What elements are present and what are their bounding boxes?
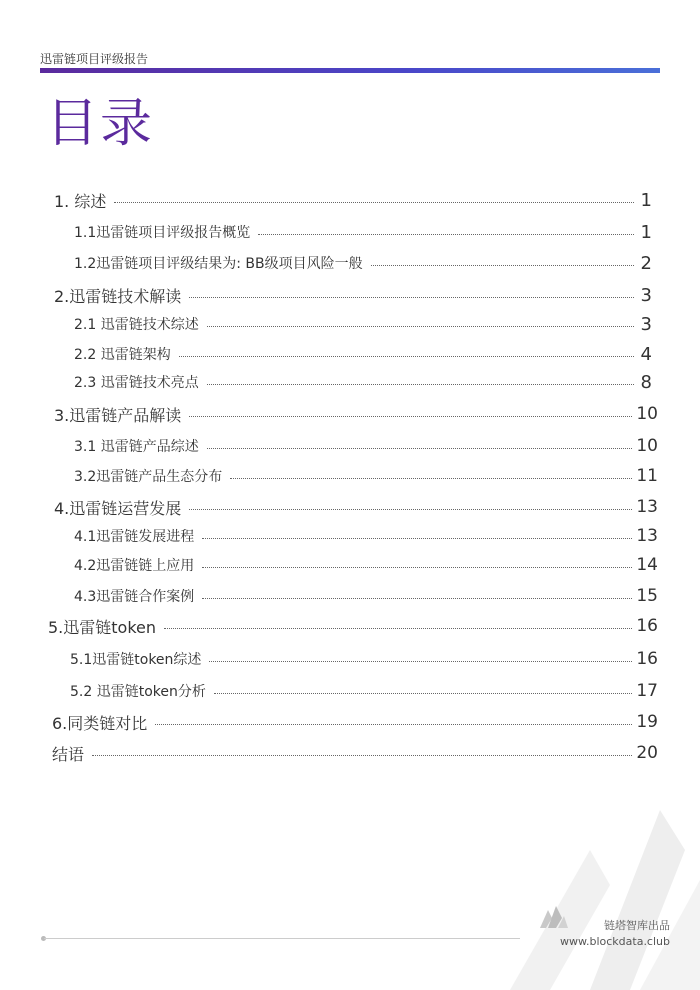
toc-entry-label: 2.3 迅雷链技术亮点 xyxy=(74,375,199,391)
toc-entry-page: 3 xyxy=(640,313,652,335)
toc-leader xyxy=(207,448,633,449)
toc-leader xyxy=(207,326,634,327)
toc-entry[interactable] xyxy=(74,370,652,394)
toc-leader xyxy=(189,297,634,298)
toc-entry-page: 14 xyxy=(636,555,658,575)
toc-leader xyxy=(209,661,632,662)
toc-leader xyxy=(230,478,632,479)
toc-entry-label: 3.迅雷链产品解读 xyxy=(54,405,182,425)
toc-entry-page: 3 xyxy=(640,284,652,306)
toc-entry-label: 2.2 迅雷链架构 xyxy=(74,347,171,363)
toc-entry-label: 3.1 迅雷链产品综述 xyxy=(74,439,199,455)
website-url[interactable]: www.blockdata.club xyxy=(560,935,670,948)
toc-entry[interactable] xyxy=(52,741,658,765)
toc-entry-page: 13 xyxy=(636,526,658,546)
toc-entry-page: 16 xyxy=(636,616,658,636)
toc-entry-page: 1 xyxy=(640,221,652,243)
toc-entry[interactable] xyxy=(74,553,658,577)
toc-entry-label: 5.1迅雷链token综述 xyxy=(70,652,202,668)
toc-entry-page: 10 xyxy=(636,436,658,456)
toc-entry-label: 1.1迅雷链项目评级报告概览 xyxy=(74,225,251,241)
toc-entry-label: 3.2迅雷链产品生态分布 xyxy=(74,469,223,485)
header-divider-bar xyxy=(40,68,660,73)
publisher-text: 链塔智库出品 xyxy=(604,919,670,932)
toc-leader xyxy=(214,693,632,694)
report-header-title: 迅雷链项目评级报告 xyxy=(40,52,149,66)
toc-leader xyxy=(155,724,632,725)
toc-entry-page: 11 xyxy=(636,466,658,486)
toc-entry[interactable] xyxy=(70,679,658,703)
toc-entry-page: 13 xyxy=(636,497,658,517)
toc-entry[interactable] xyxy=(74,312,652,336)
toc-entry-page: 16 xyxy=(636,649,658,669)
toc-leader xyxy=(179,356,634,357)
toc-entry[interactable] xyxy=(74,434,658,458)
toc-entry-label: 2.迅雷链技术解读 xyxy=(54,286,182,306)
toc-entry-label: 2.1 迅雷链技术综述 xyxy=(74,317,199,333)
toc-leader xyxy=(202,538,632,539)
toc-leader xyxy=(164,628,632,629)
footer-brand xyxy=(560,918,670,950)
toc-entry-page: 15 xyxy=(636,586,658,606)
toc-entry-label: 1.2迅雷链项目评级结果为: BB级项目风险一般 xyxy=(74,256,363,272)
toc-entry[interactable] xyxy=(52,710,658,734)
toc-entry-page: 19 xyxy=(636,712,658,732)
toc-leader xyxy=(114,202,634,203)
toc-entry-label: 5.2 迅雷链token分析 xyxy=(70,684,206,700)
footer-divider xyxy=(44,938,520,939)
toc-entry[interactable] xyxy=(54,402,658,426)
toc-leader xyxy=(189,416,632,417)
toc-entry[interactable] xyxy=(74,464,658,488)
toc-entry-page: 1 xyxy=(640,189,652,211)
toc-entry[interactable] xyxy=(74,220,652,244)
toc-entry[interactable] xyxy=(74,524,658,548)
toc-entry-label: 4.2迅雷链链上应用 xyxy=(74,558,195,574)
toc-leader xyxy=(202,567,632,568)
toc-entry-label: 4.3迅雷链合作案例 xyxy=(74,589,195,605)
toc-entry-page: 4 xyxy=(640,343,652,365)
toc-entry-page: 10 xyxy=(636,404,658,424)
toc-leader xyxy=(202,598,632,599)
toc-entry[interactable] xyxy=(54,495,658,519)
toc-leader xyxy=(371,265,634,266)
toc-entry-page: 2 xyxy=(640,252,652,274)
toc-entry-page: 20 xyxy=(636,743,658,763)
toc-leader xyxy=(189,509,632,510)
toc-entry-page: 17 xyxy=(636,681,658,701)
toc-leader xyxy=(92,755,632,756)
toc-leader xyxy=(207,384,634,385)
toc-entry[interactable] xyxy=(54,188,652,212)
toc-entry-label: 结语 xyxy=(52,744,85,764)
toc-leader xyxy=(258,234,634,235)
toc-entry-label: 4.1迅雷链发展进程 xyxy=(74,529,195,545)
toc-entry[interactable] xyxy=(74,342,652,366)
toc-entry-label: 6.同类链对比 xyxy=(52,713,148,733)
watermark-graphic xyxy=(470,790,700,990)
toc-entry-page: 8 xyxy=(640,371,652,393)
toc-entry-label: 1. 综述 xyxy=(54,191,107,211)
toc-entry[interactable] xyxy=(74,584,658,608)
toc-heading: 目录 xyxy=(46,94,155,154)
toc-entry-label: 4.迅雷链运营发展 xyxy=(54,498,182,518)
toc-entry[interactable] xyxy=(70,647,658,671)
toc-entry[interactable] xyxy=(48,614,658,638)
toc-entry[interactable] xyxy=(74,251,652,275)
toc-entry[interactable] xyxy=(54,283,652,307)
toc-entry-label: 5.迅雷链token xyxy=(48,617,157,637)
